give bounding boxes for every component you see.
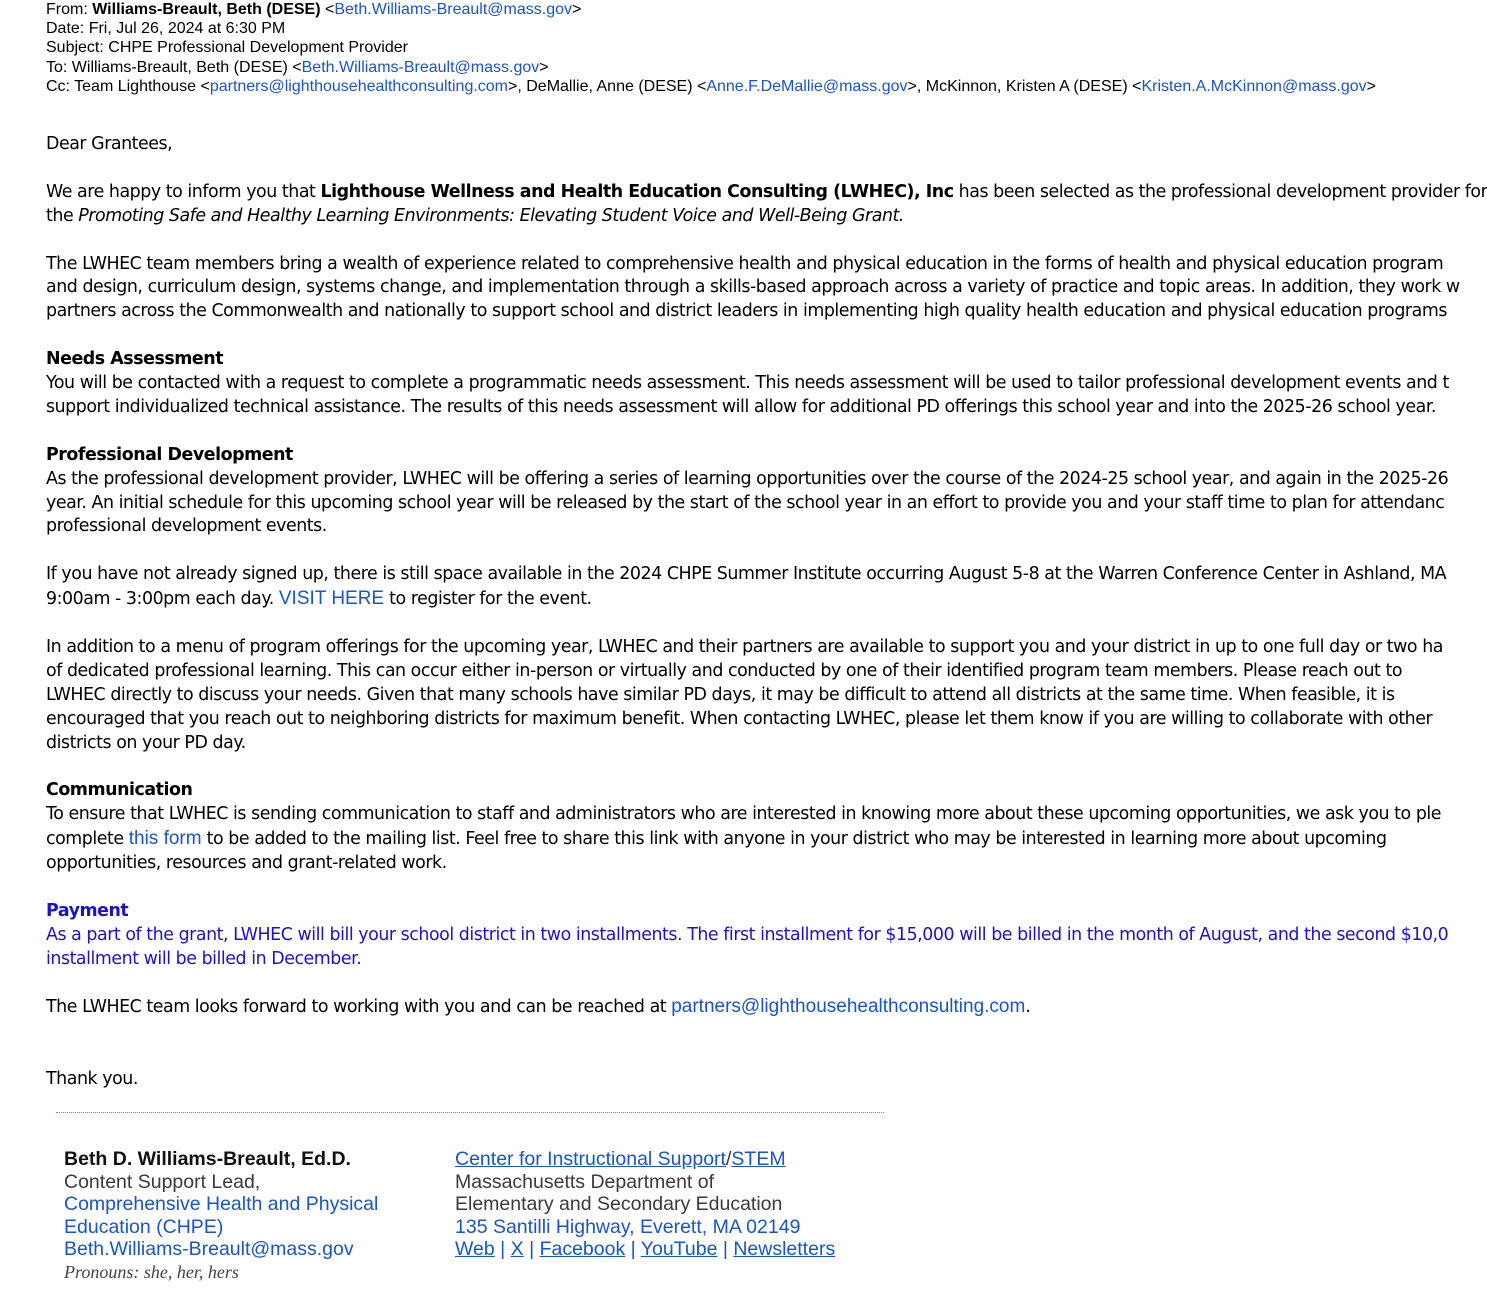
x-link[interactable]: X [510,1238,524,1260]
needs-section [46,348,1449,420]
needs-line-2: support individualized technical assistance. The results of this needs assessment will allow for additional PD offerings this school year and into the 2025-26 school year. [46,396,1436,417]
communication-section [46,779,1442,876]
signature-right [455,1148,835,1261]
closing-paragraph [46,995,1420,1020]
cc-row: Cc: Team Lighthouse <partners@lighthousehealthconsulting.com>, DeMallie, Anne (DESE) <Anne.F.DeMallie@mass.gov>, McKinnon, Kristen A (DESE) <Kristen.A.McKinnon@mass.gov> [46,77,1376,95]
team-paragraph [46,253,1460,325]
center-slash: / [725,1148,732,1170]
to-row: To: Williams-Breault, Beth (DESE) <Beth.Williams-Breault@mass.gov> [46,58,549,76]
pd-line-2: year. An initial schedule for this upcoming school year will be released by the start of the school year in an effort to provide you and your staff time to plan for attendanc [46,492,1445,513]
cc-email-link-3[interactable]: Kristen.A.McKinnon@mass.gov [1141,77,1367,95]
closing-text-a: The LWHEC team looks forward to working with you and can be reached at [46,997,672,1018]
partners-email-link[interactable]: partners@lighthousehealthconsulting.com [671,996,1026,1018]
dept-line-1: Massachusetts Department of [455,1170,715,1193]
payment-section [46,900,1449,972]
signature-role: Content Support Lead, [64,1170,261,1193]
menu-paragraph [46,636,1443,756]
subject-row: Subject: CHPE Professional Development Provider [46,39,408,57]
signature-left [64,1148,378,1283]
pd-line-3: professional development events. [46,516,327,537]
center-link[interactable]: Center for Instructional Support [455,1148,726,1170]
communication-heading: Communication [46,780,193,801]
intro-paragraph [46,181,1487,229]
grant-name: Promoting Safe and Healthy Learning Environments: Elevating Student Voice and Well-Being Grant. [78,205,904,226]
signature-email-link[interactable]: Beth.Williams-Breault@mass.gov [64,1238,354,1260]
facebook-link[interactable]: Facebook [539,1238,626,1260]
team-line-2: and design, curriculum design, systems change, and implementation through a skills-based approach across a variety of practice and topic areas. In addition, they work w [46,277,1460,298]
comm-line-1: To ensure that LWHEC is sending communication to staff and administrators who are interested in knowing more about these upcoming opportunities, we ask you to ple [46,804,1442,825]
signature-program-line-2: Education (CHPE) [64,1215,224,1238]
institute-line-2a: 9:00am - 3:00pm each day. [46,589,279,610]
signature-center-row [455,1148,835,1171]
date-row: Date: Fri, Jul 26, 2024 at 6:30 PM [46,20,286,38]
team-line-1: The LWHEC team members bring a wealth of experience related to comprehensive health and physical education in the forms of health and physical education program [46,253,1444,274]
stem-link[interactable]: STEM [731,1148,786,1170]
team-line-3: partners across the Commonwealth and nationally to support school and district leaders in implementing high quality health education and physical education programs [46,301,1447,322]
to-label: To: Williams-Breault, Beth (DESE) [46,58,293,76]
needs-heading: Needs Assessment [46,349,224,370]
signature-divider [56,1112,884,1113]
link-separator: | [717,1238,734,1260]
to-email-link[interactable]: Beth.Williams-Breault@mass.gov [301,58,540,76]
cc-name-3: , McKinnon, Kristen A (DESE) [916,77,1133,95]
payment-line-1: As a part of the grant, LWHEC will bill your school district in two installments. The first installment for $15,000 will be billed in the month of August, and the second $10,0 [46,924,1449,945]
comm-line-2b: to be added to the mailing list. Feel free to share this link with anyone in your district who may be interested in learning more about upcoming [201,829,1387,850]
from-email-link[interactable]: Beth.Williams-Breault@mass.gov [334,1,572,18]
newsletters-link[interactable]: Newsletters [733,1238,836,1260]
provider-name: Lighthouse Wellness and Health Education Consulting (LWHEC), Inc [320,181,954,202]
greeting: Dear Grantees, [46,134,173,154]
intro-text-b: has been selected as the professional development provider for [953,181,1487,202]
comm-line-3: opportunities, resources and grant-related work. [46,853,447,874]
comm-line-2a: complete [46,829,129,850]
from-name: Williams-Breault, Beth (DESE) [92,1,321,18]
link-separator: | [523,1238,540,1260]
dept-line-2: Elementary and Secondary Education [455,1193,783,1215]
cc-email-link-2[interactable]: Anne.F.DeMallie@mass.gov [706,77,908,95]
menu-line-5: districts on your PD day. [46,732,246,753]
signature-program-line-1: Comprehensive Health and Physical [64,1193,379,1215]
intro-text-c: the [46,205,79,226]
youtube-link[interactable]: YouTube [640,1238,718,1260]
pd-heading: Professional Development [46,444,293,465]
menu-line-4: encouraged that you reach out to neighboring districts for maximum benefit. When contacting LWHEC, please let them know if you are willing to collaborate with other [46,708,1433,729]
needs-line-1: You will be contacted with a request to complete a programmatic needs assessment. This needs assessment will be used to tailor professional development events and t [46,373,1449,394]
menu-line-1: In addition to a menu of program offerings for the upcoming year, LWHEC and their partners are available to support you and your district in up to one full day or two ha [46,636,1443,657]
menu-line-2: of dedicated professional learning. This can occur either in-person or virtually and conducted by one of their identified program team members. Please reach out to [46,660,1403,681]
payment-line-2: installment will be billed in December. [46,948,362,969]
signature-pronouns: Pronouns: she, her, hers [64,1261,239,1282]
email-header [46,0,1376,96]
link-separator: | [494,1238,511,1260]
from-label: From: [46,1,93,18]
payment-heading: Payment [46,900,129,921]
from-row: From: Williams-Breault, Beth (DESE) <Beth.Williams-Breault@mass.gov> [46,1,582,18]
intro-text-a: We are happy to inform you that [46,181,321,202]
signature-name: Beth D. Williams-Breault, Ed.D. [64,1148,351,1170]
visit-here-link[interactable]: VISIT HERE [278,588,385,610]
thanks: Thank you. [46,1069,138,1090]
pd-section [46,444,1449,540]
cc-label: Cc: Team Lighthouse [46,77,201,95]
link-separator: | [625,1238,641,1260]
dept-address: 135 Santilli Highway, Everett, MA 02149 [455,1215,801,1238]
closing-text-b: . [1025,997,1031,1018]
pd-line-1: As the professional development provider, LWHEC will be offering a series of learning opportunities over the course of the 2024-25 school year, and again in the 2025-26 [46,468,1449,489]
institute-line-2b: to register for the event. [384,589,592,610]
institute-paragraph [46,563,1447,612]
cc-name-2: , DeMallie, Anne (DESE) [517,77,697,95]
social-links-row [455,1238,835,1261]
cc-email-link-1[interactable]: partners@lighthousehealthconsulting.com [209,77,509,95]
institute-line-1: If you have not already signed up, there is still space available in the 2024 CHPE Summer Institute occurring August 5-8 at the Warren Conference Center in Ashland, MA [46,564,1447,585]
this-form-link[interactable]: this form [128,828,202,850]
email-body [46,133,1487,1116]
web-link[interactable]: Web [455,1238,495,1260]
menu-line-3: LWHEC directly to discuss your needs. Given that many schools have similar PD days, it may be difficult to attend all districts at the same time. When feasible, it is [46,684,1395,705]
